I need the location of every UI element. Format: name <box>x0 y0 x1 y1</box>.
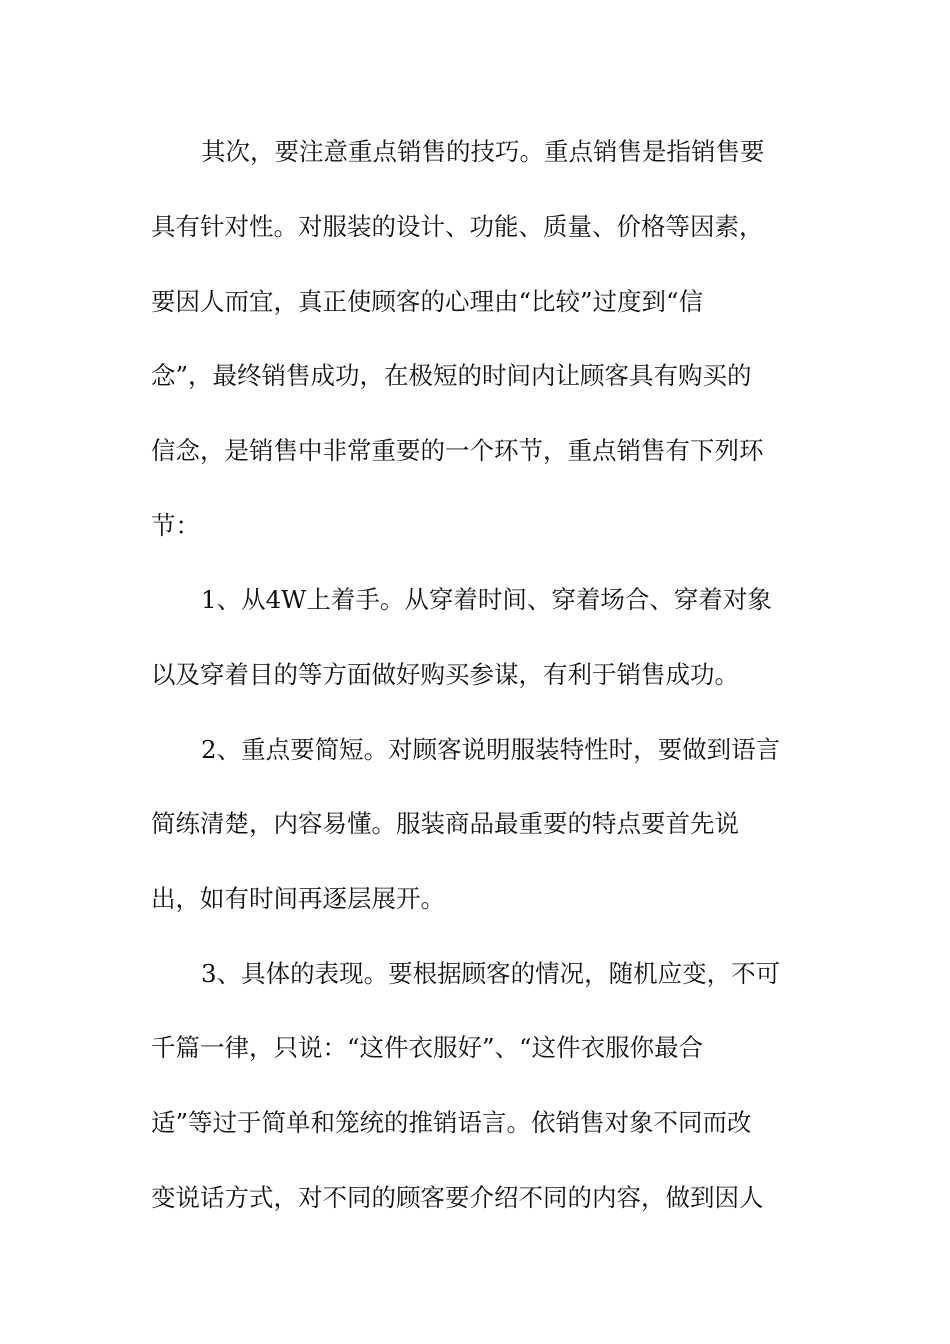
paragraph-1-line-2: 具有针对性。对服装的设计、功能、质量、价格等因素， <box>151 212 764 241</box>
list-item-2-line-2: 简练清楚，内容易懂。服装商品最重要的特点要首先说 <box>151 809 739 838</box>
list-item-2-line-3: 出，如有时间再逐层展开。 <box>151 884 445 913</box>
list-item-2-line-1: 2、重点要简短。对顾客说明服装特性时，要做到语言 <box>201 735 781 764</box>
paragraph-1-line-4: 念”，最终销售成功，在极短的时间内让顾客具有购买的 <box>151 361 752 390</box>
list-item-1-line-1: 1、从4W上着手。从穿着时间、穿着场合、穿着对象 <box>201 585 772 614</box>
paragraph-1-line-6: 节： <box>151 511 200 540</box>
paragraph-1-line-5: 信念，是销售中非常重要的一个环节，重点销售有下列环 <box>151 436 764 465</box>
paragraph-1-line-3: 要因人而宜，真正使顾客的心理由“比较”过度到“信 <box>151 287 704 316</box>
list-item-3-line-2: 千篇一律，只说：“这件衣服好”、“这件衣服你最合 <box>151 1033 704 1062</box>
list-item-3-line-3: 适”等过于简单和笼统的推销语言。依销售对象不同而改 <box>151 1108 752 1137</box>
list-item-1-line-2: 以及穿着目的等方面做好购买参谋，有利于销售成功。 <box>151 660 739 689</box>
paragraph-1-line-1: 其次，要注意重点销售的技巧。重点销售是指销售要 <box>201 137 765 166</box>
list-item-3-line-4: 变说话方式，对不同的顾客要介绍不同的内容，做到因人 <box>151 1183 764 1212</box>
list-item-3-line-1: 3、具体的表现。要根据顾客的情况，随机应变，不可 <box>201 959 781 988</box>
